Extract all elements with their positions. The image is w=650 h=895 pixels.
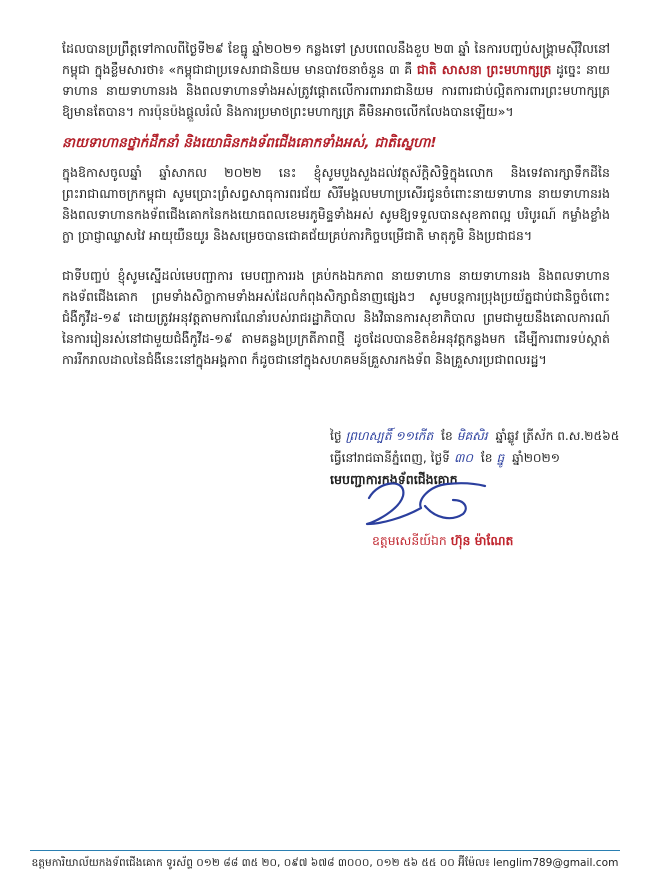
lunar-month-handwritten: មិគសិរ <box>456 429 488 443</box>
paragraph-intro-end: ដូច្នេះ នាយទាហាន នាយទាហានរង និងពលទាហានទាំងអស់ត្រូវផ្ដោតលើការពាររាជានិយម ការពារជាប់ល្អិតការពារព្រះមហាក្សត្រ ឱ្យមានតែបាន។ ការប៉ុនប៉ងផ្ដួលរំលំ និងការប្រមាថព្រះមហាក្សត្រ គឺមិនអាចលើកលែងបានឡើយ»។ <box>62 62 610 119</box>
footer-contact: ឧត្តមការិយាល័យកងទ័ពជើងគោក ទូរស័ព្ទ ០១២ ៨៨ ៣៥ ២០, ០៩៧ ៦៧៨ ៣០០០, ០១២ ៥៦ ៥៥ ០០ អ៊ីម៉ែល៖ lenglim789@gmail.com <box>31 857 619 869</box>
paragraph-new-year-wishes: ក្នុងឱកាសចូលឆ្នាំ ឆ្នាំសាកល ២០២២ នេះ ខ្ញុំសូមបួងសួងដល់វត្ថុស័ក្តិសិទ្ធិក្នុងលោក និងទេវតារក្សាទឹកដីនៃព្រះរាជាណាចក្រកម្ពុជា សូមប្រោះព្រំសព្វសាធុការពរជ័យ សិរីមង្គលមហាប្រសើរជូនចំពោះនាយទាហាន នាយទាហានរង និងពលទាហានកងទ័ពជើងគោកនៃកងយោធពលខេមរភូមិន្ទទាំងអស់ សូមឱ្យទទួលបានសុខភាពល្អ បរិបូរណ៍ កម្លាំងខ្លាំងក្លា ប្រាជ្ញាឈ្លាសវៃ អាយុយឺនយូរ និងសម្រេចបានជោគជ័យគ្រប់ភារកិច្ចបម្រើជាតិ មាតុភូមិ និងប្រជាជន។ <box>62 165 610 243</box>
solar-prefix: ធ្វើនៅរាជធានីភ្នំពេញ, ថ្ងៃទី <box>330 451 450 465</box>
solar-month-prefix: ខែ <box>480 451 493 465</box>
lunar-suffix: ឆ្នាំឆ្លូវ ត្រីស័ក ព.ស.២៥៦៥ <box>495 429 620 443</box>
paragraph-intro <box>62 38 610 122</box>
signer-name: ហ៊ុន ម៉ាណែត <box>450 533 514 548</box>
footer-divider <box>30 850 620 851</box>
salutation-heading: នាយទាហានថ្នាក់ដឹកនាំ និងយោធិនកងទ័ពជើងគោកទាំងអស់, ជាតិស្នេហា! <box>62 135 437 151</box>
signer-block <box>372 533 612 552</box>
lunar-prefix: ថ្ងៃ <box>330 429 342 443</box>
paragraph-intro-text: ដែលបានប្រព្រឹត្តទៅកាលពីថ្ងៃទី២៩ ខែធ្នូ ឆ្នាំ២០២១ កន្លងទៅ ស្របពេលនឹងខួប ២៣ ឆ្នាំ នៃការបញ្ចប់សង្គ្រាមស៊ីវិលនៅកម្ពុជា ក្នុងខ្លឹមសារថា៖ «កម្ពុជាជាប្រទេសរាជានិយម មានបាវចនាចំនួន ៣ គឺ <box>62 41 610 77</box>
solar-day-handwritten: ៣០ <box>453 451 473 465</box>
lunar-month-prefix: ខែ <box>441 429 453 443</box>
signer-rank: ឧត្តមសេនីយ៍ឯក <box>372 533 447 548</box>
lunar-date-line <box>330 425 620 447</box>
lunar-day-handwritten: ព្រហស្បតិ៍ ១១កើត <box>345 429 434 443</box>
solar-month-handwritten: ធ្នូ <box>496 451 505 465</box>
national-motto: ជាតិ សាសនា ព្រះមហាក្សត្រ <box>416 62 552 77</box>
solar-year: ឆ្នាំ២០២១ <box>512 451 560 465</box>
handwritten-signature <box>355 466 495 536</box>
issuer-title: មេបញ្ជាការកងទ័ពជើងគោក <box>330 472 458 487</box>
paragraph-closing-request: ជាទីបញ្ចប់ ខ្ញុំសូមស្នើដល់មេបញ្ជាការ មេបញ្ជាការរង គ្រប់កងឯកភាព នាយទាហាន នាយទាហានរង និងពលទាហានកងទ័ពជើងគោក ព្រមទាំងសិក្ខាកាមទាំងអស់ដែលកំពុងសិក្សាជំនាញផ្សេងៗ សូមបន្តការប្រុងប្រយ័ត្នជាប់ជានិច្ចចំពោះជំងឺកូវីដ-១៩ ដោយត្រូវអនុវត្តតាមការណែនាំរបស់រាជរដ្ឋាភិបាល និងវិធានការសុខាភិបាល ព្រមជាមួយនឹងគោលការណ៍នៃការរៀនរស់នៅជាមួយជំងឺកូវីដ-១៩ តាមគន្លងប្រក្រតីភាពថ្មី ដូចដែលបានខិតខំអនុវត្តកន្លងមក ដើម្បីការពារទប់ស្កាត់ការរីករាលដាលនៃជំងឺនេះនៅក្នុងអង្គភាព ក៏ដូចជានៅក្នុងសហគមន៍គ្រួសារកងទ័ព និងគ្រួសារប្រជាពលរដ្ឋ។ <box>62 268 610 367</box>
